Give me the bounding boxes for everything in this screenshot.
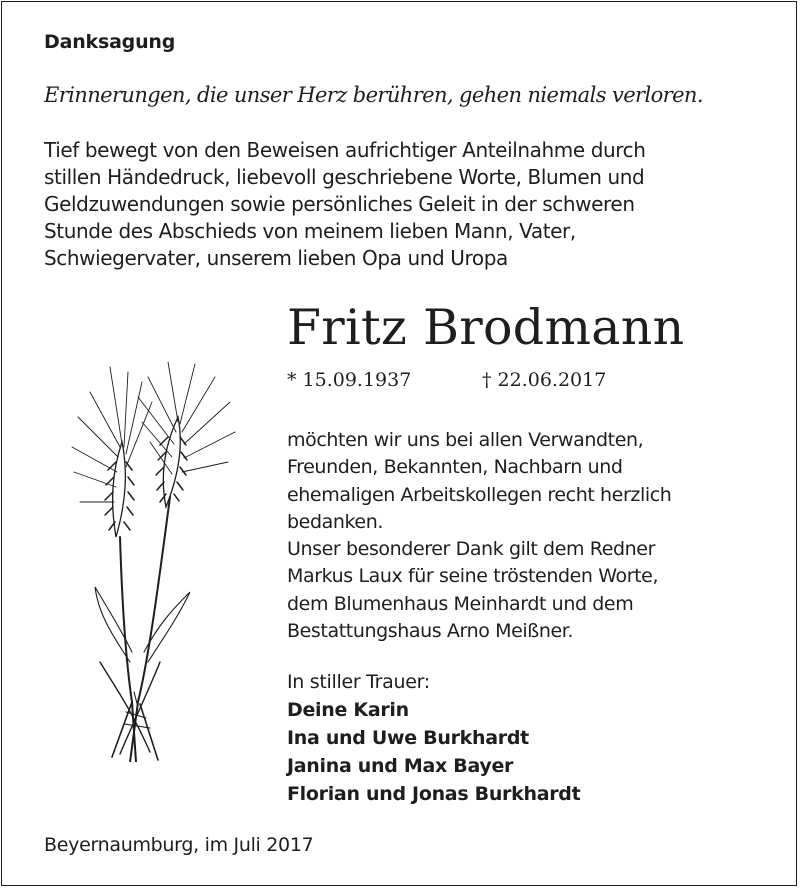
wheat-ears-icon xyxy=(60,362,240,762)
intro-line: Stunde des Abschieds von meinem lieben Mann, Vater, xyxy=(44,219,576,243)
mourner-name: Janina und Max Bayer xyxy=(287,755,514,777)
intro-line: Schwiegervater, unserem lieben Opa und Uropa xyxy=(44,246,508,270)
death-date: † 22.06.2017 xyxy=(482,369,607,391)
body-line: ehemaligen Arbeitskollegen recht herzlich xyxy=(287,483,672,506)
body-line: bedanken. xyxy=(287,510,383,533)
intro-line: Tief bewegt von den Beweisen aufrichtiger Anteilnahme durch xyxy=(44,138,646,162)
body-line: Bestattungshaus Arno Meißner. xyxy=(287,620,574,643)
deceased-name: Fritz Brodmann xyxy=(287,299,685,356)
body-line: möchten wir uns bei allen Verwandten, xyxy=(287,429,644,451)
birth-date: * 15.09.1937 xyxy=(287,369,412,391)
intro-line: Geldzuwendungen sowie persönliches Geleit in der schweren xyxy=(44,192,635,216)
intro-line: stillen Händedruck, liebevoll geschriebene Worte, Blumen und xyxy=(44,165,645,189)
mourner-name: Deine Karin xyxy=(287,699,409,721)
body-line: Freunden, Bekannten, Nachbarn und xyxy=(287,456,623,479)
body-line: Markus Laux für seine tröstenden Worte, xyxy=(287,565,659,588)
body-line: dem Blumenhaus Meinhardt und dem xyxy=(287,592,634,615)
intro-paragraph xyxy=(44,137,764,272)
place-date: Beyernaumburg, im Juli 2017 xyxy=(44,834,314,856)
notice-heading: Danksagung xyxy=(44,31,176,53)
body-line: Unser besonderer Dank gilt dem Redner xyxy=(287,538,655,561)
thanks-paragraph xyxy=(287,427,767,645)
motto-quote: Erinnerungen, die unser Herz berühren, gehen niemals verloren. xyxy=(44,83,703,107)
mourner-name: Ina und Uwe Burkhardt xyxy=(287,727,529,749)
signature-block xyxy=(287,668,580,808)
mourner-name: Florian und Jonas Burkhardt xyxy=(287,783,581,805)
signature-intro: In stiller Trauer: xyxy=(287,671,430,693)
